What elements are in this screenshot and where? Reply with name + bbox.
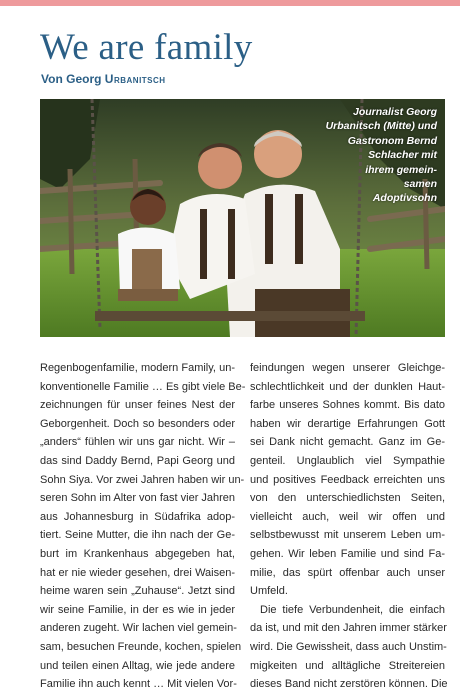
caption-line: Journalist Georg bbox=[352, 106, 437, 118]
body-line: feindungen wegen unserer Gleichge- bbox=[250, 362, 445, 374]
body-line: anderen zugeht. Wir lachen viel gemein- bbox=[40, 622, 237, 635]
body-line: burt im Krankenhaus abgegeben hat, bbox=[40, 547, 235, 560]
article-byline bbox=[41, 72, 166, 86]
body-line: seren Sohn im Alter von fast vier Jahren bbox=[40, 492, 236, 505]
body-line: Regenbogenfamilie, modern Family, un- bbox=[40, 362, 235, 374]
article-title: We are family bbox=[40, 27, 253, 68]
byline-author: Urbanitsch bbox=[104, 72, 166, 86]
body-line: Familie ihn auch kennt … Mit vielen Vor- bbox=[40, 678, 237, 691]
body-line: tiert. Seine Mutter, die ihn nach der Ge- bbox=[40, 529, 235, 542]
body-line: hat er nie wieder gesehen, drei Waisen- bbox=[40, 566, 235, 579]
body-line: von den unterschiedlichsten Seiten, bbox=[250, 492, 445, 505]
body-line: sam, besuchen Freunde, kochen, spielen bbox=[40, 640, 242, 653]
body-line: und positives Feedback erreichten uns bbox=[250, 473, 445, 486]
caption-line: Urbanitsch (Mitte) und bbox=[325, 120, 437, 133]
caption-line: Gastronom Bernd bbox=[347, 134, 437, 147]
body-line: „anders“ fühlen wir uns gar nicht. Wir – bbox=[40, 436, 235, 449]
body-line: schlechtlichkeit und der dunklen Haut- bbox=[250, 380, 445, 393]
body-line: sei Dank nicht gemacht. Ganz im Ge- bbox=[250, 436, 445, 449]
body-line: dieses Band nicht zerstören können. Die bbox=[250, 678, 448, 691]
family-photo bbox=[40, 99, 445, 337]
body-line: konventionelle Familie … Es gibt viele Be- bbox=[40, 380, 246, 393]
body-line: farbe unseres Sohnes kommt. Bis dato bbox=[250, 399, 445, 412]
body-line: vielleicht auch, weil wir offen und bbox=[250, 510, 445, 523]
body-line: Die tiefe Verbundenheit, die einfach bbox=[260, 603, 445, 616]
body-line: Sohn Siya. Vor zwei Jahren haben wir un- bbox=[40, 473, 245, 486]
body-line: migkeiten und alltägliche Streitereien bbox=[250, 659, 445, 672]
body-line: gehen. Wir leben Familie und sind Fa- bbox=[250, 547, 445, 560]
caption-line: Schlacher mit bbox=[368, 149, 437, 162]
body-line: selbstbewusst mit unserem Leben um- bbox=[250, 529, 445, 542]
body-line: wird. Die Gewissheit, dass auch Unstim- bbox=[250, 640, 447, 653]
body-line: wir seine Familie, in der es wie in jeder bbox=[40, 603, 235, 616]
photo-caption bbox=[297, 105, 437, 206]
body-line: das sind Daddy Bernd, Papi Georg und bbox=[40, 454, 235, 467]
body-line: Geborgenheit. Doch so besonders oder bbox=[40, 417, 235, 430]
body-line: und teilen einen Alltag, wie jede andere bbox=[40, 659, 235, 672]
body-line: Umfeld. bbox=[250, 585, 288, 598]
body-line: da ist, und mit den Jahren immer stärker bbox=[250, 622, 447, 635]
caption-line: Adoptivsohn bbox=[372, 192, 437, 205]
top-accent-bar bbox=[0, 0, 460, 6]
caption-line: ihrem gemein- bbox=[365, 163, 437, 176]
body-line: haben wir derartige Erfahrungen Gott bbox=[250, 417, 445, 430]
byline-prefix: Von Georg bbox=[41, 72, 102, 86]
body-line: genteil. Unglaublich viel Sympathie bbox=[250, 454, 445, 467]
caption-line: samen bbox=[403, 178, 437, 191]
body-line: aus Johannesburg in Südafrika adop- bbox=[40, 510, 235, 523]
body-column-left bbox=[40, 359, 246, 694]
body-line: zeichnungen für unser feines Nest der bbox=[40, 399, 235, 412]
body-line: milie, das spürt offenbar auch unser bbox=[250, 566, 445, 579]
body-line: heime waren sein „Zuhause“. Jetzt sind bbox=[40, 585, 235, 598]
body-column-right bbox=[250, 359, 448, 694]
